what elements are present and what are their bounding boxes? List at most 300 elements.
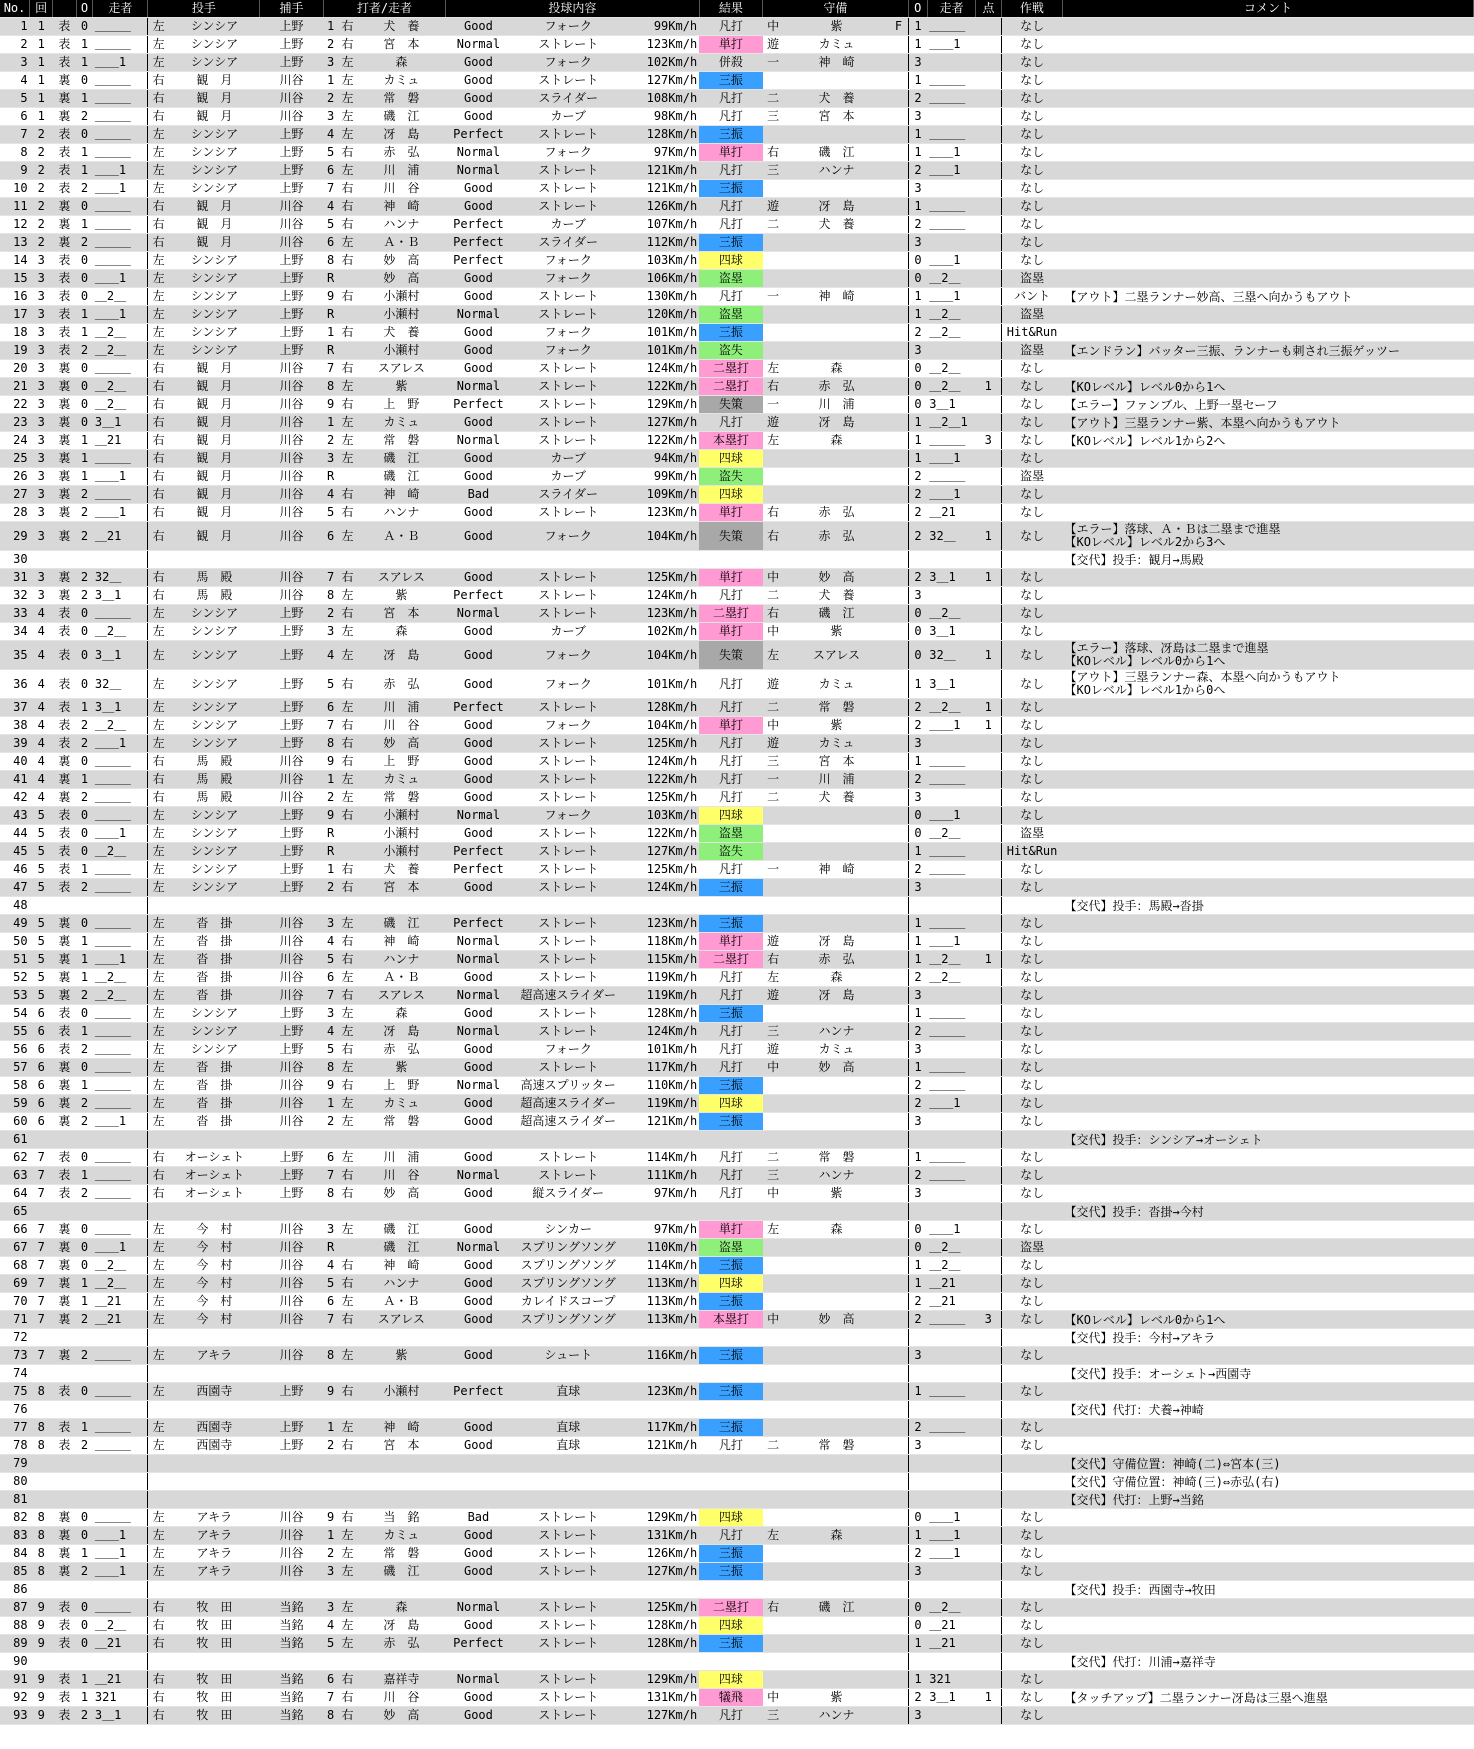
- pitcher-hand-cell: 右: [148, 414, 169, 432]
- batter-hand-cell: 左: [338, 72, 357, 90]
- outs-cell: [76, 1653, 93, 1671]
- half-cell: 表: [53, 306, 76, 324]
- pitcher-name-cell: 今 村: [169, 1275, 260, 1293]
- fielder-pos-cell: 三: [763, 162, 784, 180]
- runs-scored-cell: 3: [976, 432, 1001, 450]
- fly-mark-cell: [889, 126, 908, 144]
- half-cell: [53, 1473, 76, 1491]
- pitch-speed-cell: 108Km/h: [625, 90, 699, 108]
- inning-cell: 1: [30, 108, 53, 126]
- batter-name-cell: 森: [357, 1599, 446, 1617]
- batting-order-cell: 8: [323, 735, 338, 753]
- pitcher-name-cell: アキラ: [169, 1527, 260, 1545]
- batter-name-cell: 常 磐: [357, 789, 446, 807]
- fielder-name-cell: [784, 1329, 890, 1347]
- fielder-name-cell: [784, 879, 890, 897]
- inning-cell: 4: [30, 771, 53, 789]
- fielder-pos-cell: [763, 72, 784, 90]
- pitch-quality-cell: Perfect: [446, 252, 511, 270]
- outs-cell: 1: [76, 162, 93, 180]
- batter-name-cell: [357, 1653, 446, 1671]
- batter-name-cell: 小瀬村: [357, 288, 446, 306]
- fly-mark-cell: [889, 1005, 908, 1023]
- runs-scored-cell: [976, 1113, 1001, 1131]
- row-no-cell: 42: [0, 789, 30, 807]
- fielder-name-cell: 紫: [784, 1185, 890, 1203]
- runs-scored-cell: [976, 1599, 1001, 1617]
- fielder-pos-cell: 遊: [763, 670, 784, 699]
- result-cell: 凡打: [699, 699, 762, 717]
- fly-mark-cell: [889, 1383, 908, 1401]
- batter-name-cell: 常 磐: [357, 1545, 446, 1563]
- runners-cell: ＿＿＿: [93, 1509, 148, 1527]
- table-row: [0, 1689, 1474, 1707]
- pitch-type-cell: ストレート: [511, 825, 625, 843]
- half-cell: 裏: [53, 486, 76, 504]
- outs-after-cell: 0: [908, 1599, 927, 1617]
- pitch-quality-cell: Good: [446, 1347, 511, 1365]
- half-cell: [53, 1329, 76, 1347]
- inning-cell: [30, 1581, 53, 1599]
- comment-cell: [1062, 144, 1473, 162]
- half-cell: 裏: [53, 1095, 76, 1113]
- pitcher-name-cell: 西園寺: [169, 1437, 260, 1455]
- strategy-cell: なし: [1001, 1185, 1062, 1203]
- fielder-pos-cell: [763, 1455, 784, 1473]
- catcher-cell: 川谷: [260, 1257, 323, 1275]
- strategy-cell: [1001, 1131, 1062, 1149]
- inning-cell: 2: [30, 144, 53, 162]
- runners-after-cell: ＿＿1: [927, 933, 976, 951]
- fly-mark-cell: [889, 1293, 908, 1311]
- half-cell: 裏: [53, 1113, 76, 1131]
- row-no-cell: 85: [0, 1563, 30, 1581]
- batting-order-cell: 4: [323, 126, 338, 144]
- runners-after-cell: [927, 1203, 976, 1221]
- catcher-cell: 川谷: [260, 486, 323, 504]
- pitch-speed-cell: 109Km/h: [625, 486, 699, 504]
- outs-cell: 0: [76, 915, 93, 933]
- fielder-name-cell: ハンナ: [784, 1023, 890, 1041]
- half-cell: 表: [53, 1419, 76, 1437]
- runners-cell: ＿＿＿: [93, 1221, 148, 1239]
- catcher-cell: 上野: [260, 54, 323, 72]
- table-row: [0, 1419, 1474, 1437]
- batter-name-cell: 冴 島: [357, 1617, 446, 1635]
- runs-scored-cell: [976, 969, 1001, 987]
- inning-cell: 7: [30, 1239, 53, 1257]
- pitcher-hand-cell: 左: [148, 1023, 169, 1041]
- table-row: [0, 54, 1474, 72]
- inning-cell: 2: [30, 216, 53, 234]
- batting-order-cell: 1: [323, 861, 338, 879]
- pitcher-hand-cell: 左: [148, 717, 169, 735]
- pitcher-name-cell: 沓 掛: [169, 933, 260, 951]
- comment-cell: [1062, 1167, 1473, 1185]
- runners-cell: ＿＿1: [93, 1113, 148, 1131]
- half-cell: 裏: [53, 360, 76, 378]
- comment-cell: [1062, 1671, 1473, 1689]
- pitcher-hand-cell: 右: [148, 587, 169, 605]
- catcher-cell: 川谷: [260, 414, 323, 432]
- pitch-quality-cell: Good: [446, 1689, 511, 1707]
- table-row: [0, 1221, 1474, 1239]
- strategy-cell: [1001, 1365, 1062, 1383]
- pitcher-hand-cell: 左: [148, 879, 169, 897]
- result-cell: 盗塁: [699, 825, 762, 843]
- row-no-cell: 86: [0, 1581, 30, 1599]
- batter-name-cell: 紫: [357, 1347, 446, 1365]
- pitch-speed-cell: [625, 1329, 699, 1347]
- batter-name-cell: 赤 弘: [357, 1041, 446, 1059]
- result-cell: 盗失: [699, 843, 762, 861]
- outs-after-cell: 2: [908, 969, 927, 987]
- pitch-speed-cell: 113Km/h: [625, 1275, 699, 1293]
- runners-after-cell: ＿＿＿: [927, 216, 976, 234]
- comment-cell: [1062, 1545, 1473, 1563]
- fielder-name-cell: [784, 252, 890, 270]
- pitcher-hand-cell: 左: [148, 126, 169, 144]
- outs-cell: 2: [76, 587, 93, 605]
- half-cell: 裏: [53, 396, 76, 414]
- batter-name-cell: 磯 江: [357, 1221, 446, 1239]
- outs-after-cell: 0: [908, 623, 927, 641]
- batter-name-cell: 妙 高: [357, 1707, 446, 1725]
- fielder-name-cell: 冴 島: [784, 198, 890, 216]
- fielder-name-cell: 紫: [784, 18, 890, 36]
- result-cell: 凡打: [699, 1527, 762, 1545]
- runs-scored-cell: [976, 1203, 1001, 1221]
- table-row: [0, 216, 1474, 234]
- outs-after-cell: [908, 1653, 927, 1671]
- pitch-speed-cell: 104Km/h: [625, 641, 699, 670]
- runners-cell: ＿＿1: [93, 504, 148, 522]
- fly-mark-cell: [889, 252, 908, 270]
- runners-after-cell: ＿2＿: [927, 825, 976, 843]
- fielder-pos-cell: [763, 342, 784, 360]
- pitcher-name-cell: 牧 田: [169, 1635, 260, 1653]
- pitch-type-cell: ストレート: [511, 72, 625, 90]
- batter-hand-cell: 左: [338, 1005, 357, 1023]
- table-row: [0, 623, 1474, 641]
- catcher-cell: 川谷: [260, 1563, 323, 1581]
- runners-cell: ＿2＿: [93, 623, 148, 641]
- strategy-cell: なし: [1001, 396, 1062, 414]
- runners-after-cell: ＿＿1: [927, 1527, 976, 1545]
- batter-hand-cell: [338, 306, 357, 324]
- half-cell: 表: [53, 288, 76, 306]
- batting-order-cell: 6: [323, 1293, 338, 1311]
- table-row: [0, 1149, 1474, 1167]
- comment-cell: [1062, 504, 1473, 522]
- pitch-quality-cell: Normal: [446, 1167, 511, 1185]
- half-cell: [53, 1581, 76, 1599]
- pitcher-hand-cell: 左: [148, 270, 169, 288]
- fly-mark-cell: [889, 1077, 908, 1095]
- strategy-cell: なし: [1001, 108, 1062, 126]
- pitch-type-cell: スプリングソング: [511, 1311, 625, 1329]
- strategy-cell: なし: [1001, 36, 1062, 54]
- pitcher-name-cell: シンシア: [169, 670, 260, 699]
- fielder-pos-cell: [763, 1329, 784, 1347]
- fielder-name-cell: [784, 342, 890, 360]
- pitch-speed-cell: 127Km/h: [625, 1563, 699, 1581]
- runners-cell: ＿＿＿: [93, 1419, 148, 1437]
- pitcher-name-cell: 西園寺: [169, 1383, 260, 1401]
- runners-after-cell: ＿＿＿: [927, 72, 976, 90]
- pitch-quality-cell: Normal: [446, 306, 511, 324]
- fielder-pos-cell: 三: [763, 1167, 784, 1185]
- pitch-speed-cell: 99Km/h: [625, 18, 699, 36]
- half-cell: 裏: [53, 90, 76, 108]
- outs-after-cell: 1: [908, 1059, 927, 1077]
- outs-cell: 0: [76, 1383, 93, 1401]
- outs-cell: 0: [76, 72, 93, 90]
- outs-after-cell: 3: [908, 879, 927, 897]
- pitcher-hand-cell: 左: [148, 915, 169, 933]
- pitcher-hand-cell: 左: [148, 1275, 169, 1293]
- result-cell: 四球: [699, 807, 762, 825]
- pitch-type-cell: 高速スプリッター: [511, 1077, 625, 1095]
- row-no-cell: 83: [0, 1527, 30, 1545]
- outs-cell: 0: [76, 843, 93, 861]
- pitcher-name-cell: 沓 掛: [169, 987, 260, 1005]
- batting-order-cell: 5: [323, 1635, 338, 1653]
- runs-scored-cell: [976, 1023, 1001, 1041]
- result-cell: [699, 1401, 762, 1419]
- table-row: [0, 1383, 1474, 1401]
- outs-after-cell: 0: [908, 605, 927, 623]
- result-cell: [699, 1455, 762, 1473]
- outs-after-cell: 1: [908, 933, 927, 951]
- pitch-speed-cell: 122Km/h: [625, 378, 699, 396]
- outs-after-cell: 3: [908, 1041, 927, 1059]
- result-cell: 二塁打: [699, 1599, 762, 1617]
- pitch-quality-cell: [446, 1491, 511, 1509]
- fielder-pos-cell: 三: [763, 1023, 784, 1041]
- outs-cell: 2: [76, 1437, 93, 1455]
- table-row: [0, 969, 1474, 987]
- outs-after-cell: 2: [908, 1419, 927, 1437]
- fielder-pos-cell: 遊: [763, 735, 784, 753]
- fly-mark-cell: [889, 1563, 908, 1581]
- comment-cell: 【エンドラン】バッター三振、ランナーも刺され三振ゲッツー: [1062, 342, 1473, 360]
- pitch-type-cell: 超高速スライダー: [511, 1095, 625, 1113]
- runners-after-cell: ＿2＿: [927, 270, 976, 288]
- pitch-speed-cell: [625, 1653, 699, 1671]
- half-cell: 表: [53, 1707, 76, 1725]
- pitch-speed-cell: 122Km/h: [625, 771, 699, 789]
- runners-cell: ＿＿＿: [93, 252, 148, 270]
- strategy-cell: バント: [1001, 288, 1062, 306]
- catcher-cell: 川谷: [260, 587, 323, 605]
- catcher-cell: 当銘: [260, 1635, 323, 1653]
- outs-after-cell: 2: [908, 1689, 927, 1707]
- pitch-type-cell: [511, 1581, 625, 1599]
- outs-after-cell: [908, 1365, 927, 1383]
- pitcher-hand-cell: 右: [148, 1635, 169, 1653]
- pitcher-name-cell: シンシア: [169, 605, 260, 623]
- fielder-name-cell: 紫: [784, 623, 890, 641]
- runners-cell: 32＿: [93, 569, 148, 587]
- runs-scored-cell: [976, 36, 1001, 54]
- fielder-pos-cell: 一: [763, 54, 784, 72]
- outs-after-cell: 1: [908, 198, 927, 216]
- fielder-pos-cell: [763, 1203, 784, 1221]
- strategy-cell: なし: [1001, 1545, 1062, 1563]
- outs-cell: 1: [76, 969, 93, 987]
- header-runners-after: 走者: [927, 0, 976, 18]
- fly-mark-cell: [889, 468, 908, 486]
- pitcher-name-cell: シンシア: [169, 735, 260, 753]
- strategy-cell: なし: [1001, 1113, 1062, 1131]
- pitch-quality-cell: Good: [446, 1293, 511, 1311]
- table-row: [0, 1275, 1474, 1293]
- pitcher-hand-cell: 左: [148, 180, 169, 198]
- row-no-cell: 82: [0, 1509, 30, 1527]
- batter-hand-cell: [338, 551, 357, 569]
- strategy-cell: なし: [1001, 414, 1062, 432]
- inning-cell: 4: [30, 753, 53, 771]
- batter-hand-cell: 右: [338, 861, 357, 879]
- batting-order-cell: 9: [323, 396, 338, 414]
- pitcher-name-cell: オーシェト: [169, 1149, 260, 1167]
- pitch-type-cell: ストレート: [511, 126, 625, 144]
- pitcher-name-cell: 牧 田: [169, 1707, 260, 1725]
- inning-cell: 8: [30, 1527, 53, 1545]
- runs-scored-cell: [976, 504, 1001, 522]
- pitch-quality-cell: Good: [446, 879, 511, 897]
- pitch-speed-cell: 123Km/h: [625, 504, 699, 522]
- row-no-cell: 35: [0, 641, 30, 670]
- strategy-cell: なし: [1001, 915, 1062, 933]
- result-cell: 単打: [699, 933, 762, 951]
- outs-after-cell: 2: [908, 1293, 927, 1311]
- fielder-pos-cell: [763, 486, 784, 504]
- strategy-cell: なし: [1001, 252, 1062, 270]
- batting-order-cell: R: [323, 1239, 338, 1257]
- outs-after-cell: 2: [908, 324, 927, 342]
- pitch-speed-cell: 131Km/h: [625, 1527, 699, 1545]
- pitcher-name-cell: 西園寺: [169, 1419, 260, 1437]
- runners-after-cell: ＿＿＿: [927, 1059, 976, 1077]
- runners-cell: ＿＿＿: [93, 216, 148, 234]
- comment-cell: [1062, 1023, 1473, 1041]
- pitch-quality-cell: Good: [446, 717, 511, 735]
- batter-name-cell: 冴 島: [357, 641, 446, 670]
- fielder-pos-cell: 二: [763, 789, 784, 807]
- table-header: [0, 0, 1474, 18]
- outs-cell: 0: [76, 1221, 93, 1239]
- row-no-cell: 93: [0, 1707, 30, 1725]
- outs-cell: 0: [76, 670, 93, 699]
- result-cell: 三振: [699, 1635, 762, 1653]
- fielder-pos-cell: 遊: [763, 1041, 784, 1059]
- pitch-speed-cell: 97Km/h: [625, 144, 699, 162]
- pitch-quality-cell: Good: [446, 1005, 511, 1023]
- header-pitcher: 投手: [148, 0, 260, 18]
- batter-hand-cell: [338, 1491, 357, 1509]
- pitch-speed-cell: 124Km/h: [625, 360, 699, 378]
- pitch-speed-cell: [625, 1203, 699, 1221]
- result-cell: 四球: [699, 1617, 762, 1635]
- table-row: [0, 807, 1474, 825]
- result-cell: 四球: [699, 1275, 762, 1293]
- pitcher-name-cell: 沓 掛: [169, 1059, 260, 1077]
- fielder-name-cell: 妙 高: [784, 569, 890, 587]
- outs-cell: 1: [76, 1545, 93, 1563]
- batter-hand-cell: 右: [338, 879, 357, 897]
- half-cell: 裏: [53, 504, 76, 522]
- fielder-name-cell: 赤 弘: [784, 378, 890, 396]
- half-cell: 表: [53, 699, 76, 717]
- pitch-type-cell: ストレート: [511, 933, 625, 951]
- comment-cell: [1062, 735, 1473, 753]
- table-row: [0, 36, 1474, 54]
- comment-cell: [1062, 879, 1473, 897]
- table-row: [0, 1707, 1474, 1725]
- runners-after-cell: ＿＿＿: [927, 468, 976, 486]
- fly-mark-cell: [889, 414, 908, 432]
- pitcher-hand-cell: 右: [148, 1149, 169, 1167]
- strategy-cell: [1001, 1491, 1062, 1509]
- catcher-cell: 川谷: [260, 108, 323, 126]
- runners-cell: ＿＿＿: [93, 789, 148, 807]
- batter-name-cell: 川 谷: [357, 1167, 446, 1185]
- fielder-pos-cell: [763, 1077, 784, 1095]
- row-no-cell: 56: [0, 1041, 30, 1059]
- batter-name-cell: 紫: [357, 1059, 446, 1077]
- pitch-quality-cell: [446, 1203, 511, 1221]
- row-no-cell: 92: [0, 1689, 30, 1707]
- result-cell: 失策: [699, 641, 762, 670]
- outs-after-cell: 2: [908, 771, 927, 789]
- batter-name-cell: 宮 本: [357, 36, 446, 54]
- fly-mark-cell: [889, 306, 908, 324]
- strategy-cell: 盗塁: [1001, 468, 1062, 486]
- catcher-cell: 川谷: [260, 1077, 323, 1095]
- runners-cell: 3＿1: [93, 587, 148, 605]
- fielder-name-cell: [784, 1653, 890, 1671]
- row-no-cell: 66: [0, 1221, 30, 1239]
- fly-mark-cell: [889, 1671, 908, 1689]
- inning-cell: 7: [30, 1185, 53, 1203]
- pitch-type-cell: ストレート: [511, 879, 625, 897]
- comment-cell: [1062, 126, 1473, 144]
- runs-scored-cell: [976, 1221, 1001, 1239]
- outs-cell: 0: [76, 605, 93, 623]
- pitch-quality-cell: Bad: [446, 486, 511, 504]
- row-no-cell: 26: [0, 468, 30, 486]
- strategy-cell: なし: [1001, 1347, 1062, 1365]
- outs-after-cell: 2: [908, 90, 927, 108]
- table-row: [0, 108, 1474, 126]
- batter-hand-cell: 右: [338, 987, 357, 1005]
- runs-scored-cell: [976, 90, 1001, 108]
- comment-cell: [1062, 1635, 1473, 1653]
- fielder-pos-cell: 右: [763, 378, 784, 396]
- comment-cell: 【アウト】三塁ランナー森、本塁へ向かうもアウト 【KOレベル】レベル1から0へ: [1062, 670, 1473, 699]
- half-cell: 表: [53, 1689, 76, 1707]
- comment-cell: [1062, 933, 1473, 951]
- header-pitch: 投球内容: [446, 0, 699, 18]
- runners-cell: ＿＿＿: [93, 807, 148, 825]
- inning-cell: 2: [30, 126, 53, 144]
- strategy-cell: なし: [1001, 735, 1062, 753]
- result-cell: 二塁打: [699, 360, 762, 378]
- table-row: [0, 551, 1474, 569]
- strategy-cell: なし: [1001, 72, 1062, 90]
